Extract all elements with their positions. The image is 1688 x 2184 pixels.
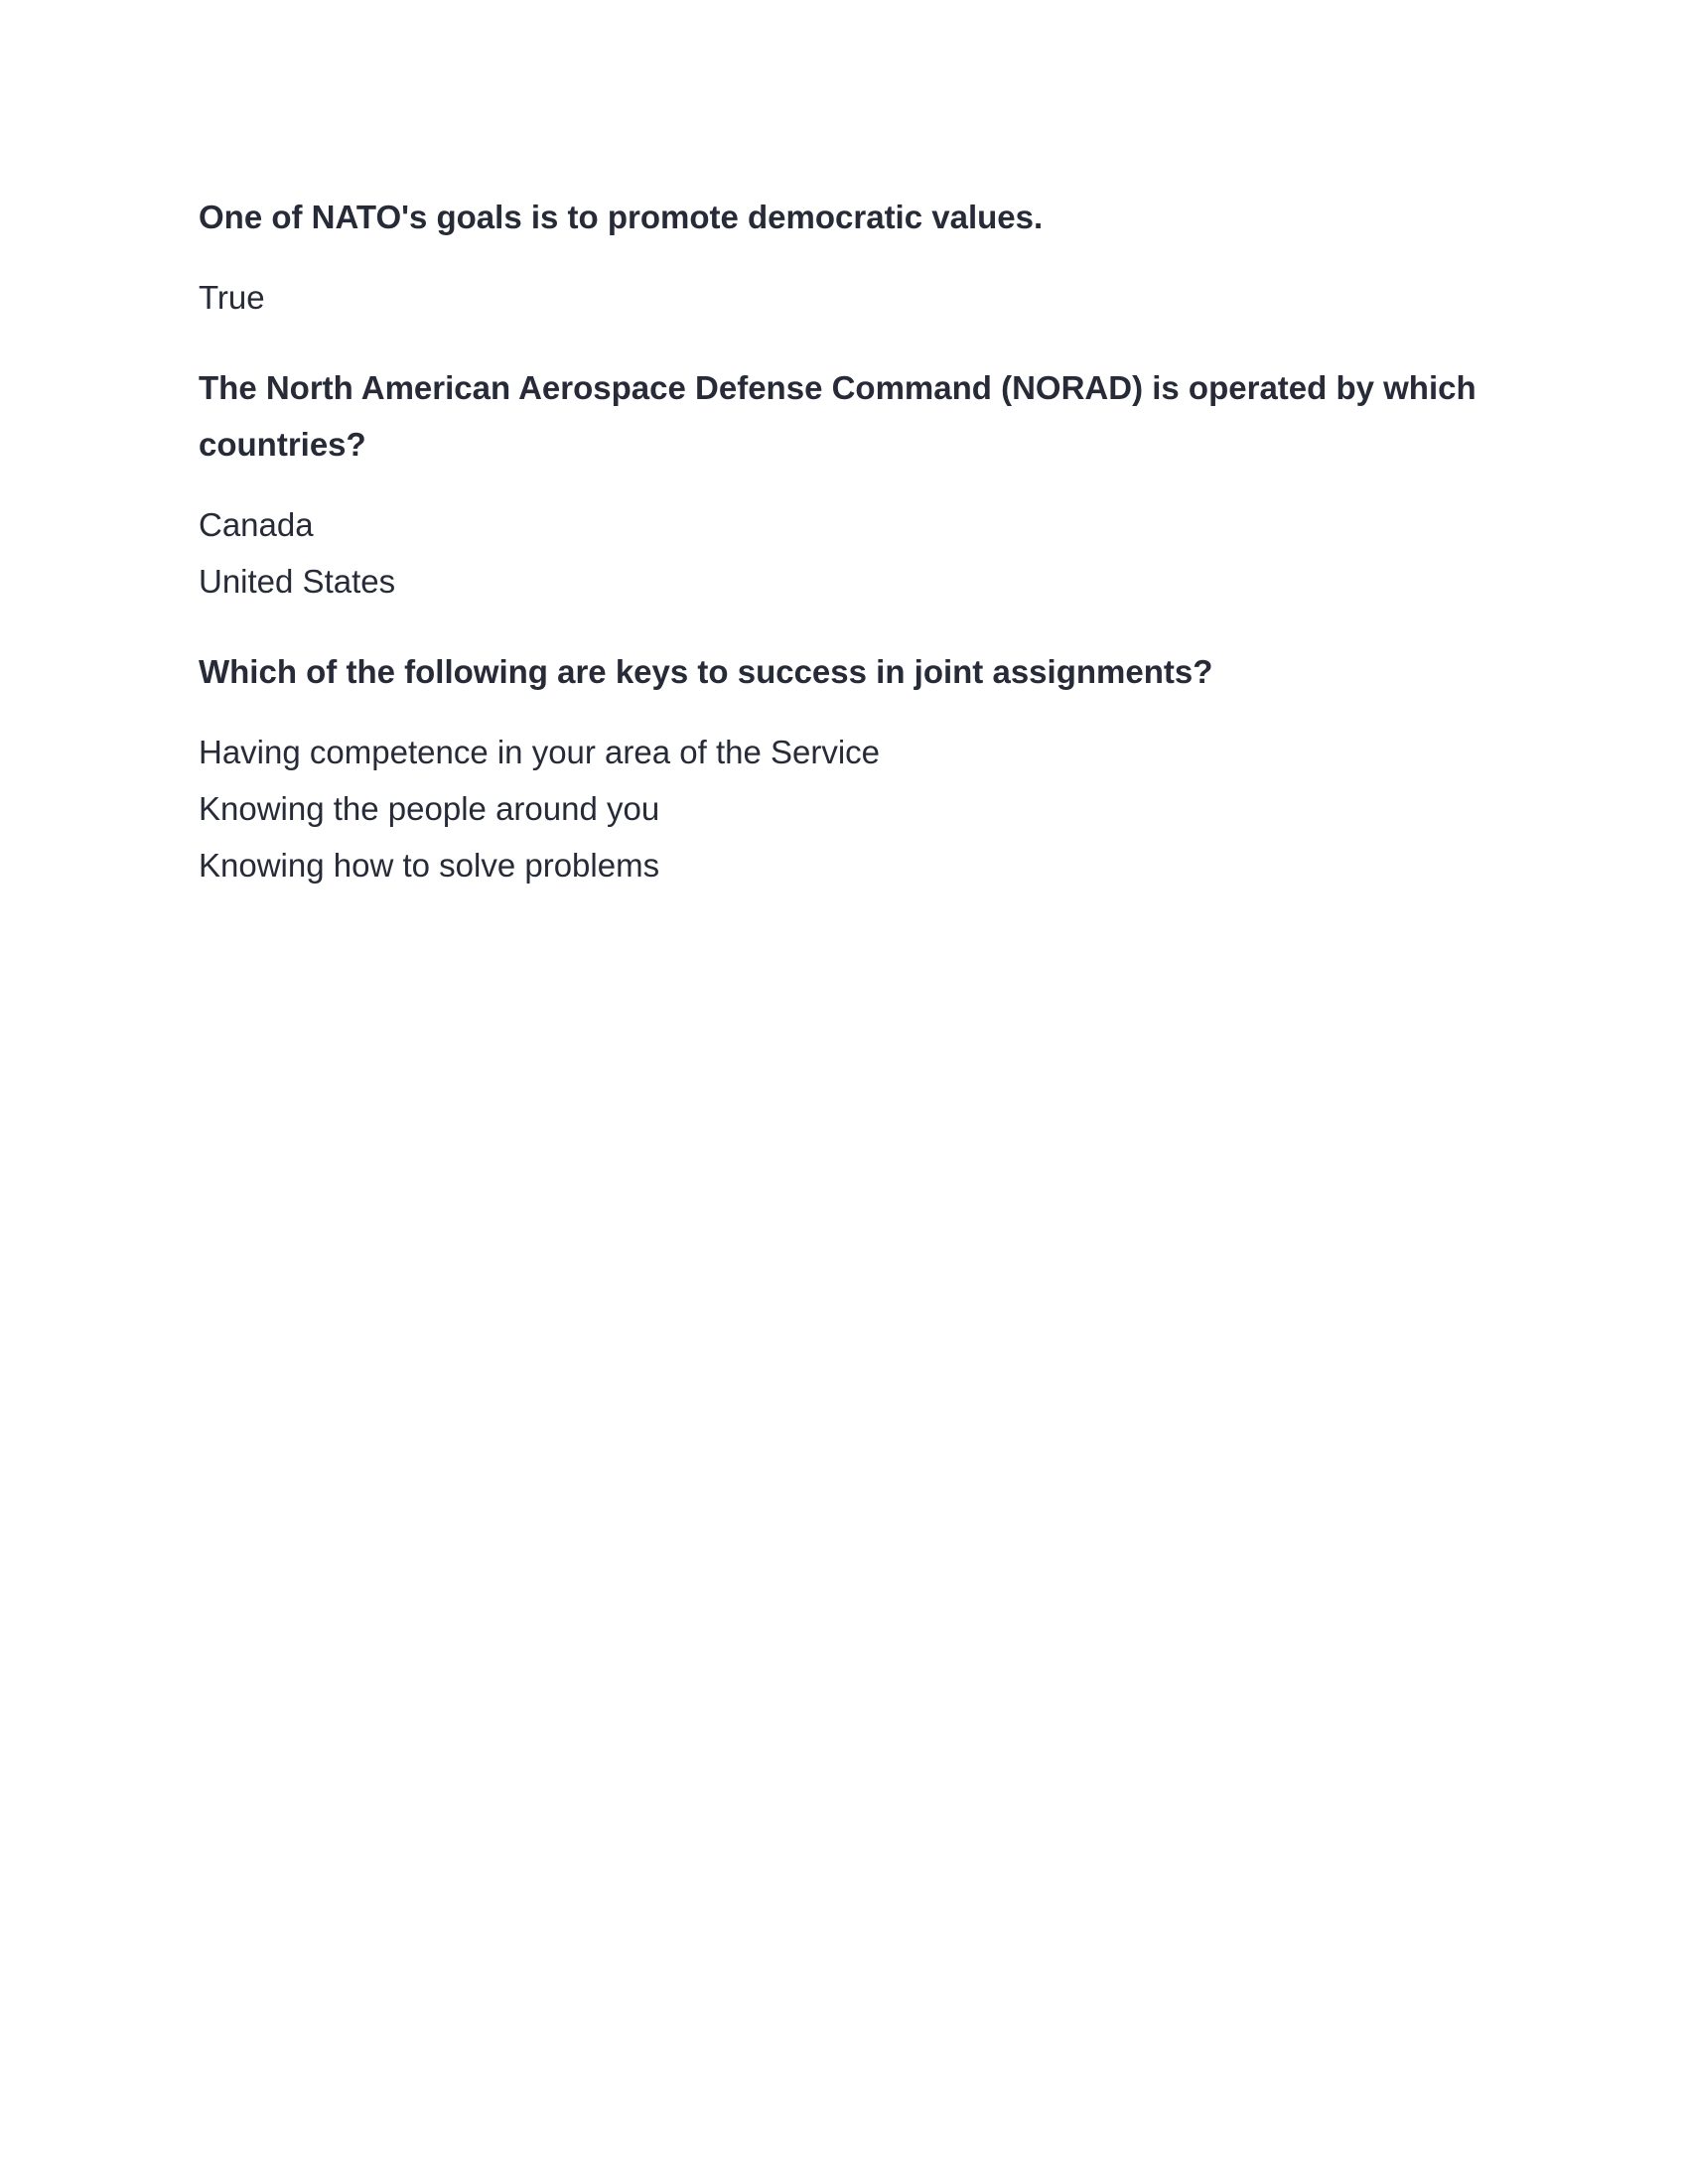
qa-block <box>199 189 1489 326</box>
answer-list <box>199 496 1489 610</box>
answer-text: True <box>199 279 265 316</box>
question-text: One of NATO's goals is to promote democratic values. <box>199 199 1044 235</box>
question-text: The North American Aerospace Defense Command (NORAD) is operated by which countries? <box>199 369 1477 463</box>
qa-block <box>199 643 1489 893</box>
qa-block <box>199 359 1489 610</box>
answer-text: Canada <box>199 506 314 543</box>
answer-text: Having competence in your area of the Service <box>199 734 881 770</box>
answer-text: Knowing how to solve problems <box>199 847 660 884</box>
document-page <box>199 189 1489 927</box>
question-text: Which of the following are keys to success in joint assignments? <box>199 653 1213 690</box>
answer-list <box>199 724 1489 893</box>
answer-text: United States <box>199 563 396 600</box>
answer-list <box>199 269 1489 326</box>
answer-text: Knowing the people around you <box>199 790 660 827</box>
